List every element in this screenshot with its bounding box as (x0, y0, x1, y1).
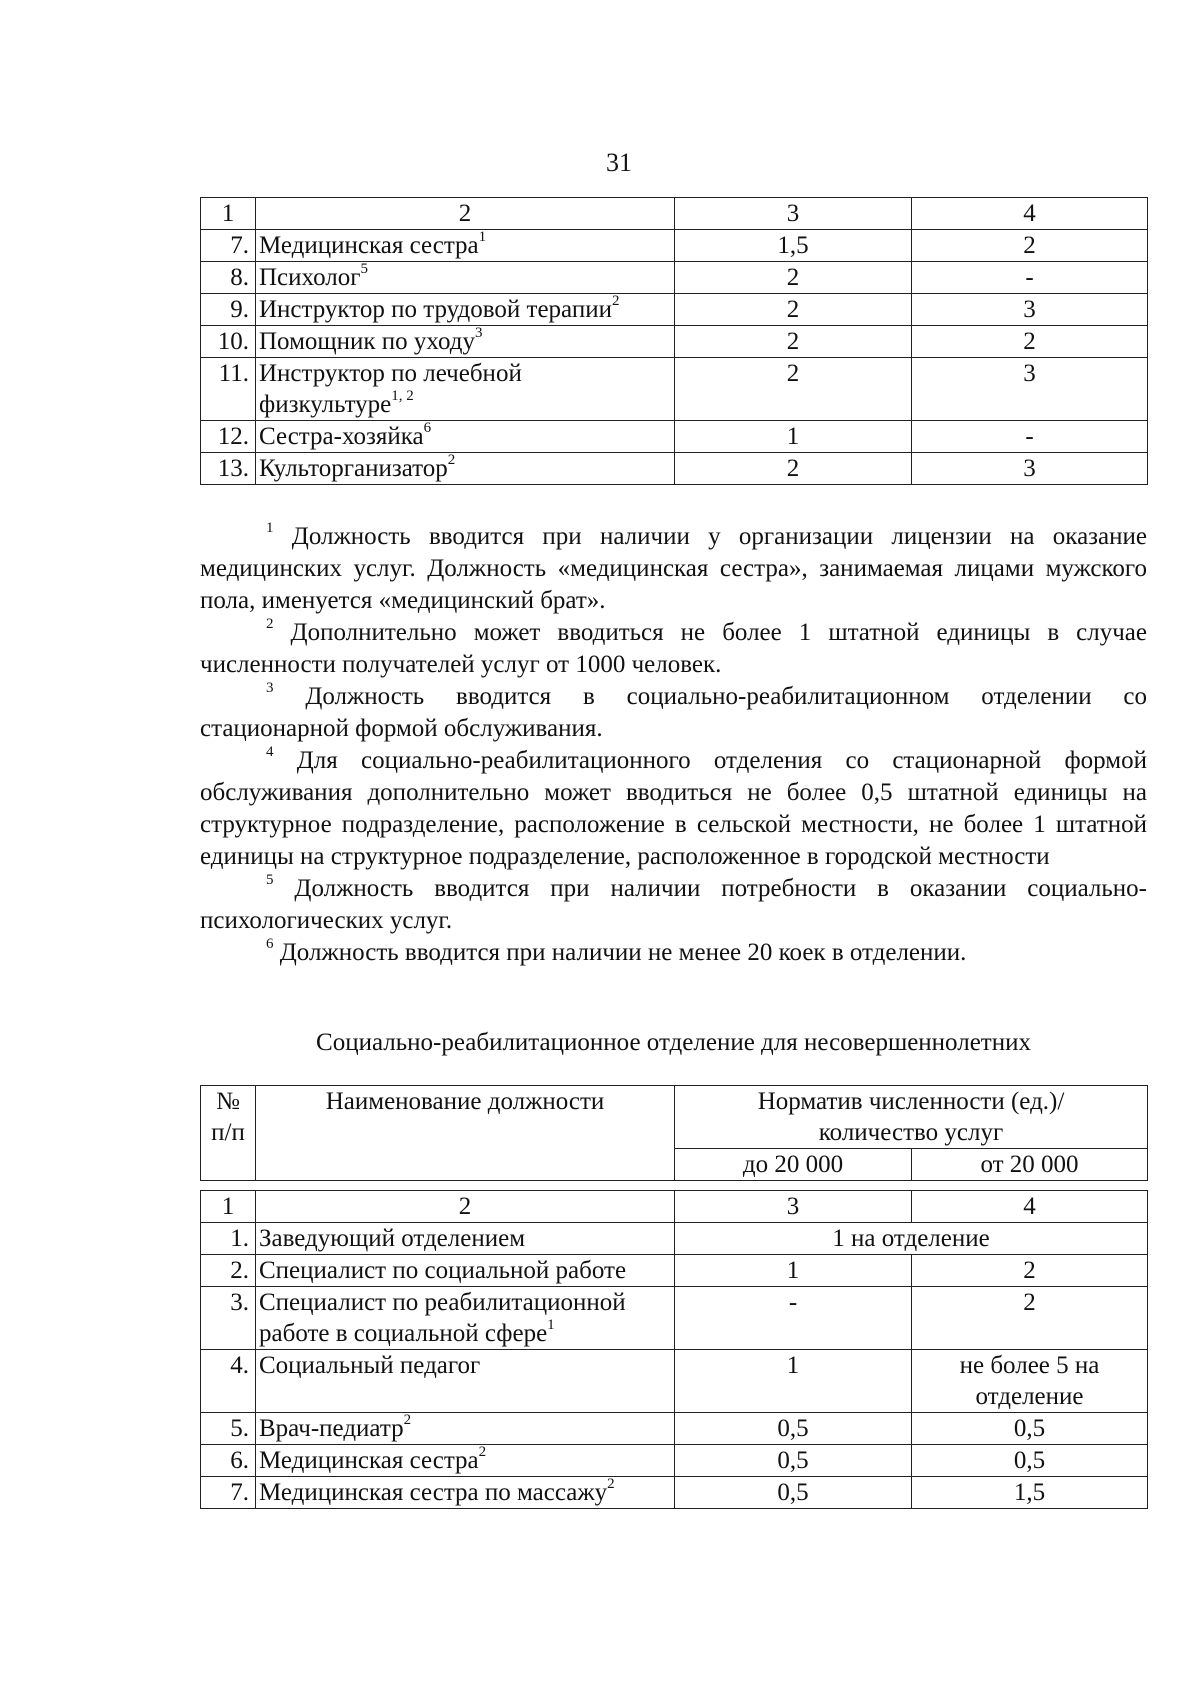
footnote-ref: 2 (607, 1475, 615, 1492)
value-cell: 2 (675, 358, 912, 421)
table-row (201, 326, 1148, 358)
position-name: Инструктор по трудовой терапии$^2$ (256, 294, 675, 326)
value-cell: 1 (675, 1350, 912, 1413)
table-row (201, 421, 1148, 453)
header-cell: 1 (201, 198, 256, 230)
row-number: 8. (201, 262, 256, 294)
position-name: Медицинская сестра$^1$ (256, 230, 675, 262)
row-number: 13. (201, 453, 256, 485)
footnote: $^5$ Должность вводится при наличии потребности в оказании социально-психологических услуг. (200, 871, 1148, 934)
value-cell: 2 (912, 230, 1148, 262)
value-cell: 3 (912, 453, 1148, 485)
position-name: Сестра-хозяйка$^6$ (256, 421, 675, 453)
row-number: 5. (201, 1413, 256, 1445)
header-cell: 3 (675, 1191, 912, 1223)
footnote-ref: 2 (611, 292, 620, 309)
table-row (201, 294, 1148, 326)
staff-table-header (200, 1085, 1148, 1181)
table-header-row (201, 198, 1148, 230)
value-cell: 1,5 (912, 1477, 1148, 1509)
header-cell: 2 (256, 198, 675, 230)
position-name: Медицинская сестра$^2$ (256, 1445, 675, 1477)
value-cell: 2 (675, 326, 912, 358)
value-cell: 1 (675, 421, 912, 453)
footnote-mark: 6 (266, 935, 274, 952)
position-name: Специалист по социальной работе (256, 1255, 675, 1287)
header-position: Наименование должности (256, 1086, 675, 1181)
value-cell: 2 (675, 294, 912, 326)
row-number: 2. (201, 1255, 256, 1287)
row-number: 9. (201, 294, 256, 326)
staff-table-minors (200, 1190, 1148, 1509)
header-cell: 1 (201, 1191, 256, 1223)
value-cell: 2 (912, 1255, 1148, 1287)
position-name: Заведующий отделением (256, 1223, 675, 1255)
page-number: 31 (606, 148, 632, 177)
table-row (201, 1223, 1148, 1255)
table-row (201, 230, 1148, 262)
value-cell: - (675, 1287, 912, 1350)
footnote: $^4$ Для социально-реабилитационного отделения со стационарной формой обслуживания дополнительно может вводиться не более 0,5 штатной единицы на структурное подразделение, расположение в сельской местности, не более 1 штатной единицы на структурное подразделение, расположенное в городской местности (200, 743, 1147, 870)
value-cell: 0,5 (675, 1413, 912, 1445)
position-name: Специалист по реабилитационной работе в социальной сфере$^1$ (256, 1287, 675, 1350)
footnote-mark: 5 (266, 871, 274, 888)
header-norm: Норматив численности (ед.)/ количество услуг (675, 1086, 1148, 1149)
table-row (201, 1255, 1148, 1287)
row-number: 1. (201, 1223, 256, 1255)
value-cell: 2 (912, 1287, 1148, 1350)
footnote-ref: 1 (478, 228, 487, 245)
value-cell: 2 (675, 262, 912, 294)
table-row (201, 1287, 1148, 1350)
value-cell: 2 (912, 326, 1148, 358)
value-cell: 3 (912, 358, 1148, 421)
footnote: $^2$ Дополнительно может вводиться не более 1 штатной единицы в случае численности получателей услуг от 1000 человек. (200, 615, 1147, 678)
position-name: Инструктор по лечебной физкультуре$^{1, 2}$ (256, 358, 675, 421)
table-row (201, 1413, 1148, 1445)
position-name: Социальный педагог (256, 1350, 675, 1413)
footnote-mark: 1 (266, 519, 274, 536)
footnote-ref: 3 (474, 324, 483, 341)
header-number: № п/п (201, 1086, 256, 1181)
position-name: Культорганизатор$^2$ (256, 453, 675, 485)
footnote-mark: 2 (266, 615, 274, 632)
footnote-mark: 4 (266, 743, 274, 760)
staff-table-continued (200, 197, 1148, 485)
position-name: Врач-педиатр$^2$ (256, 1413, 675, 1445)
row-number: 7. (201, 230, 256, 262)
row-number: 4. (201, 1350, 256, 1413)
row-number: 12. (201, 421, 256, 453)
table-row (201, 1477, 1148, 1509)
value-cell: 1 на отделение (675, 1223, 1148, 1255)
row-number: 7. (201, 1477, 256, 1509)
footnote-ref: 2 (478, 1443, 487, 1460)
table-row (201, 1445, 1148, 1477)
row-number: 11. (201, 358, 256, 421)
row-number: 3. (201, 1287, 256, 1350)
value-cell: 0,5 (912, 1413, 1148, 1445)
value-cell: - (912, 421, 1148, 453)
footnotes (200, 521, 1147, 969)
footnote-ref: 5 (360, 260, 368, 277)
table-row (201, 358, 1148, 421)
footnote-ref: 1 (547, 1316, 555, 1333)
table-row (201, 1350, 1148, 1413)
value-cell: 1 (675, 1255, 912, 1287)
section-title: Социально-реабилитационное отделение для несовершеннолетних (316, 1029, 1031, 1056)
position-name: Помощник по уходу$^3$ (256, 326, 675, 358)
footnote: $^6$ Должность вводится при наличии не менее 20 коек в отделении. (266, 935, 967, 966)
footnote-ref: 2 (447, 451, 456, 468)
value-cell: 2 (675, 453, 912, 485)
header-cell: 4 (912, 1191, 1148, 1223)
footnote-ref: 1, 2 (391, 387, 414, 404)
table-row (201, 453, 1148, 485)
header-cell: 2 (256, 1191, 675, 1223)
value-cell: 0,5 (675, 1445, 912, 1477)
footnote: $^3$ Должность вводится в социально-реабилитационном отделении со стационарной формой обслуживания. (200, 679, 1147, 742)
value-cell: - (912, 262, 1148, 294)
header-cell: 4 (912, 198, 1148, 230)
row-number: 6. (201, 1445, 256, 1477)
row-number: 10. (201, 326, 256, 358)
header-sub-up-to: до 20 000 (675, 1149, 912, 1181)
table-header-row (201, 1191, 1148, 1223)
value-cell: 0,5 (675, 1477, 912, 1509)
header-sub-from: от 20 000 (912, 1149, 1148, 1181)
footnote: $^1$ Должность вводится при наличии у организации лицензии на оказание медицинских услуг. Должность «медицинская сестра», занимаемая лицами мужского пола, именуется «медицинский брат». (200, 519, 1148, 614)
value-cell: 3 (912, 294, 1148, 326)
table-row (201, 262, 1148, 294)
footnote-mark: 3 (266, 679, 274, 696)
position-name: Медицинская сестра по массажу$^2$ (256, 1477, 675, 1509)
footnote-ref: 6 (423, 419, 432, 436)
footnote-ref: 2 (403, 1411, 412, 1428)
value-cell: 1,5 (675, 230, 912, 262)
value-cell: не более 5 на отделение (912, 1350, 1148, 1413)
header-cell: 3 (675, 198, 912, 230)
position-name: Психолог$^5$ (256, 262, 675, 294)
value-cell: 0,5 (912, 1445, 1148, 1477)
